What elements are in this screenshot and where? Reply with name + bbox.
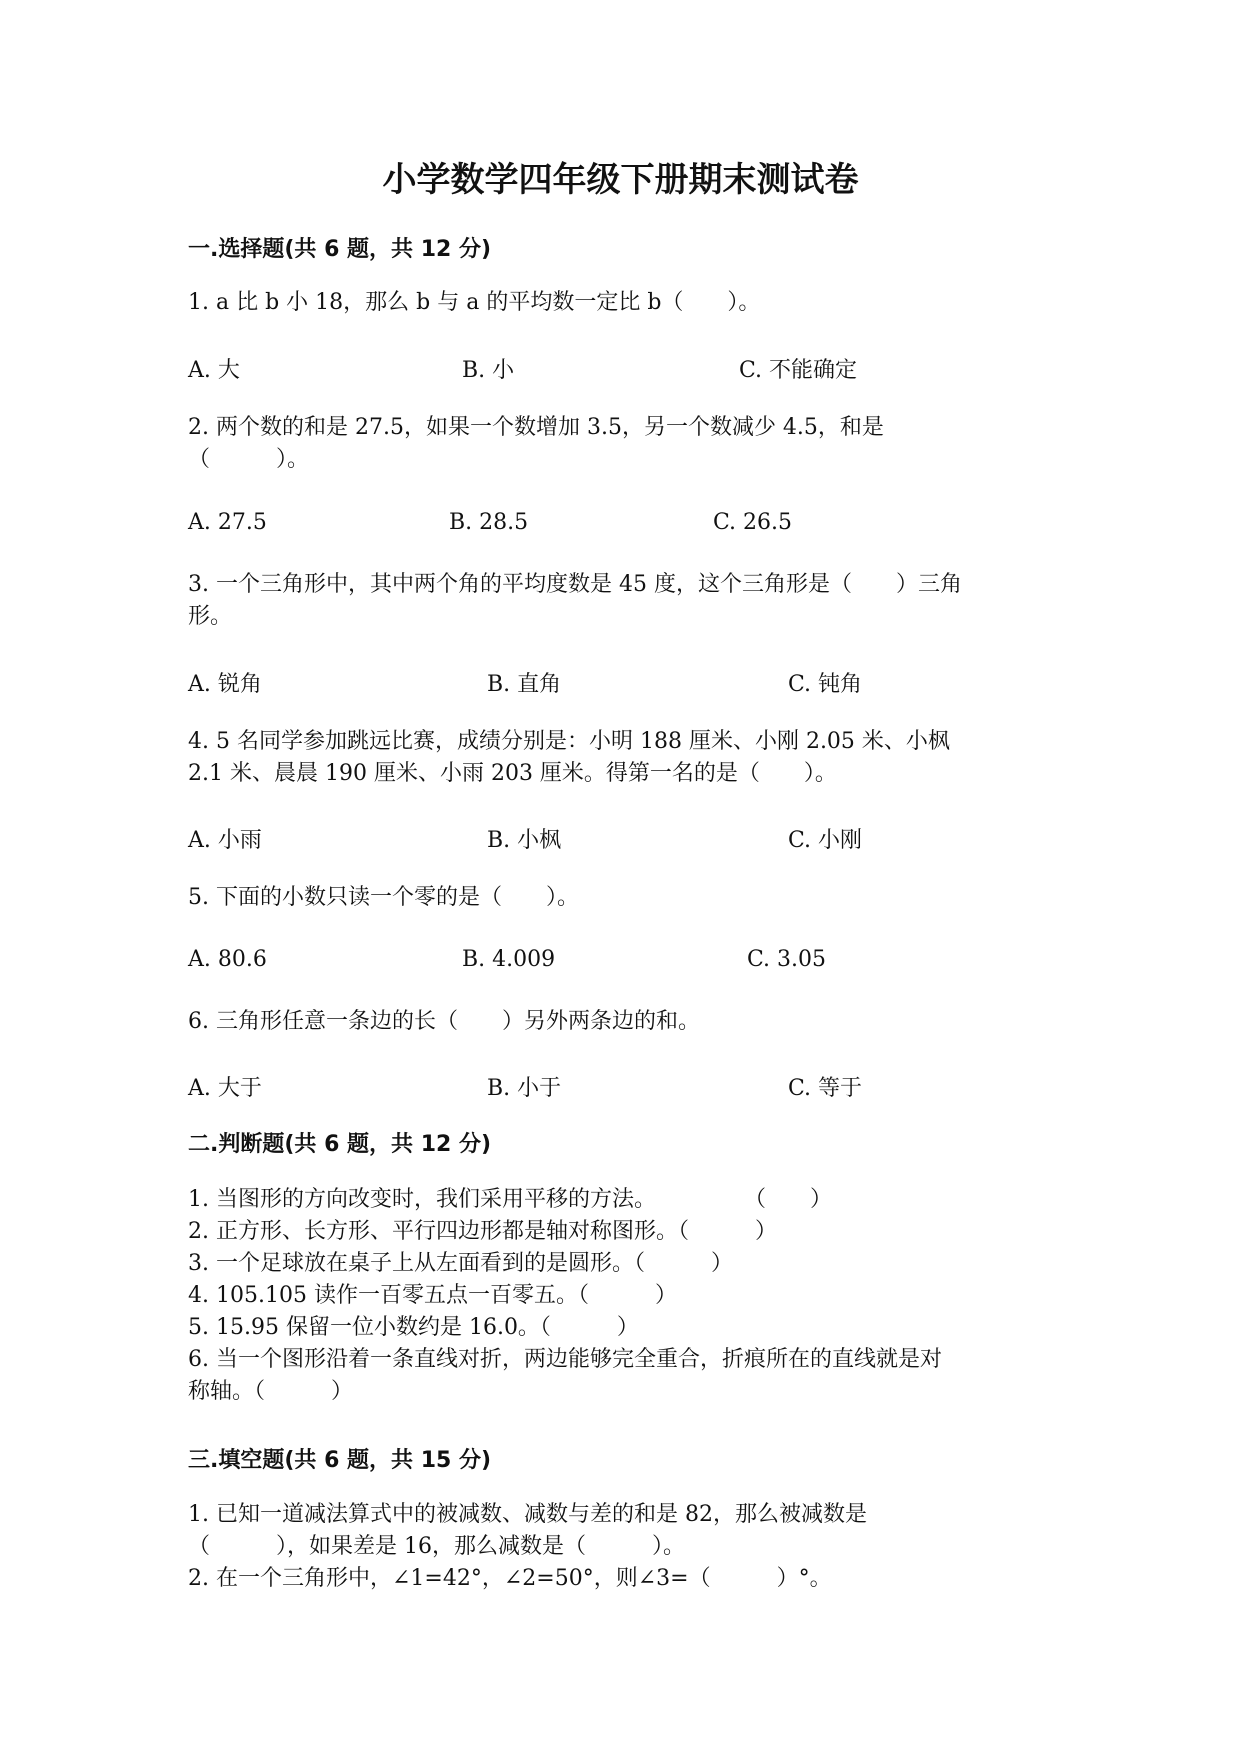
question-text: （ ）。 — [188, 447, 310, 472]
fill-item: 2. 在一个三角形中，∠1=42°，∠2=50°，则∠3=（ ）°。 — [188, 1566, 832, 1591]
option-a: A. 80.6 — [188, 947, 267, 972]
option-c: C. 钝角 — [788, 672, 863, 697]
option-b: B. 直角 — [487, 672, 562, 697]
fill-item: 1. 已知一道减法算式中的被减数、减数与差的和是 82，那么被减数是 — [188, 1502, 867, 1527]
fill-item: （ ），如果差是 16，那么减数是（ ）。 — [188, 1534, 685, 1559]
option-b: B. 4.009 — [462, 947, 556, 972]
question-text: 1. a 比 b 小 18，那么 b 与 a 的平均数一定比 b（ ）。 — [188, 290, 761, 315]
judgment-item: 称轴。（ ） — [188, 1379, 354, 1404]
option-b: B. 小于 — [487, 1076, 562, 1101]
judgment-item: 4. 105.105 读作一百零五点一百零五。（ ） — [188, 1283, 677, 1308]
option-a: A. 大 — [188, 358, 240, 383]
option-a: A. 锐角 — [188, 672, 262, 697]
question-text: 6. 三角形任意一条边的长（ ）另外两条边的和。 — [188, 1009, 700, 1034]
option-a: A. 27.5 — [188, 510, 267, 535]
option-b: B. 小枫 — [487, 828, 562, 853]
option-c: C. 26.5 — [713, 510, 793, 535]
question-text: 3. 一个三角形中，其中两个角的平均度数是 45 度，这个三角形是（ ）三角 — [188, 572, 962, 597]
option-c: C. 小刚 — [788, 828, 863, 853]
option-c: C. 3.05 — [747, 947, 827, 972]
question-text: 形。 — [188, 604, 233, 629]
judgment-item: 6. 当一个图形沿着一条直线对折，两边能够完全重合，折痕所在的直线就是对 — [188, 1347, 942, 1372]
option-b: B. 28.5 — [449, 510, 529, 535]
judgment-item: 5. 15.95 保留一位小数约是 16.0。（ ） — [188, 1315, 639, 1340]
option-a: A. 小雨 — [188, 828, 262, 853]
section-heading-fill: 三.填空题(共 6 题，共 15 分) — [188, 1448, 492, 1473]
judgment-item: 2. 正方形、长方形、平行四边形都是轴对称图形。（ ） — [188, 1219, 777, 1244]
question-text: 2.1 米、晨晨 190 厘米、小雨 203 厘米。得第一名的是（ ）。 — [188, 761, 837, 786]
option-c: C. 不能确定 — [739, 358, 858, 383]
option-a: A. 大于 — [188, 1076, 262, 1101]
judgment-item: 1. 当图形的方向改变时，我们采用平移的方法。 （ ） — [188, 1187, 832, 1212]
section-heading-choice: 一.选择题(共 6 题，共 12 分) — [188, 237, 492, 262]
judgment-item: 3. 一个足球放在桌子上从左面看到的是圆形。（ ） — [188, 1251, 733, 1276]
question-text: 2. 两个数的和是 27.5，如果一个数增加 3.5，另一个数减少 4.5，和是 — [188, 415, 884, 440]
question-text: 4. 5 名同学参加跳远比赛，成绩分别是：小明 188 厘米、小刚 2.05 米、小枫 — [188, 729, 950, 754]
option-c: C. 等于 — [788, 1076, 863, 1101]
page-title: 小学数学四年级下册期末测试卷 — [382, 160, 859, 200]
section-heading-judgment: 二.判断题(共 6 题，共 12 分) — [188, 1132, 492, 1157]
option-b: B. 小 — [462, 358, 515, 383]
question-text: 5. 下面的小数只读一个零的是（ ）。 — [188, 885, 579, 910]
